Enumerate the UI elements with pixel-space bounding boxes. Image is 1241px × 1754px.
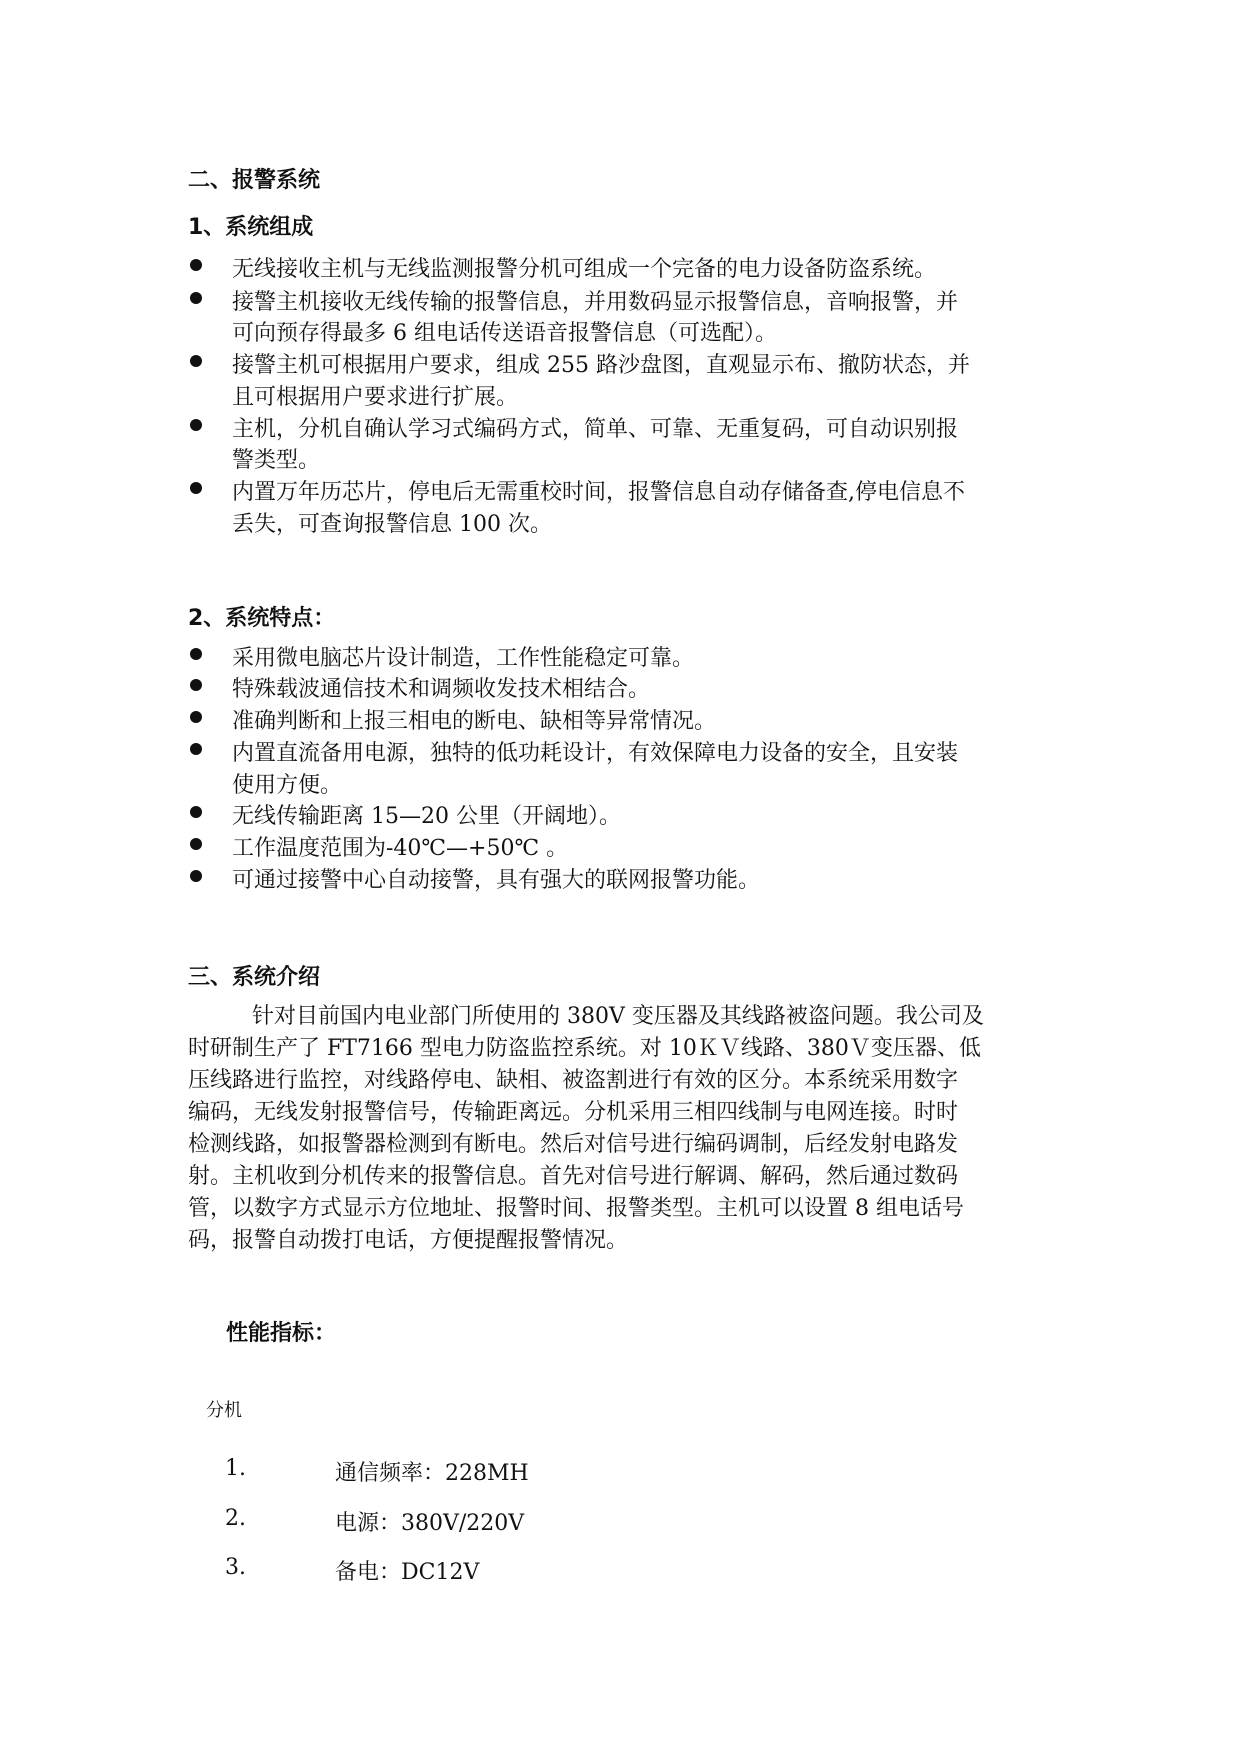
list-item-continuation: 丢失，可查询报警信息 100 次。 — [232, 512, 552, 537]
spec-text: 通信频率：228MH — [335, 1461, 529, 1486]
bullet-icon — [190, 806, 202, 818]
list-item: 无线接收主机与无线监测报警分机可组成一个完备的电力设备防盗系统。 — [232, 257, 937, 282]
list-item: 准确判断和上报三相电的断电、缺相等异常情况。 — [232, 709, 717, 734]
bullet-icon — [190, 419, 202, 431]
section-title-system-intro: 三、系统介绍 — [188, 965, 321, 990]
list-item: 工作温度范围为-40℃—+50℃ 。 — [232, 836, 569, 861]
list-item-continuation: 且可根据用户要求进行扩展。 — [232, 385, 519, 410]
sub-unit-label: 分机 — [206, 1400, 242, 1421]
list-item: 采用微电脑芯片设计制造，工作性能稳定可靠。 — [232, 646, 695, 671]
spec-number: 2. — [225, 1506, 246, 1531]
bullet-icon — [190, 482, 202, 494]
list-item: 主机，分机自确认学习式编码方式，简单、可靠、无重复码，可自动识别报 — [232, 417, 959, 442]
list-item: 可通过接警中心自动接警，具有强大的联网报警功能。 — [232, 868, 761, 893]
bullet-icon — [190, 711, 202, 723]
subsection-title-composition: 1、系统组成 — [188, 215, 314, 240]
list-item: 接警主机接收无线传输的报警信息，并用数码显示报警信息，音响报警，并 — [232, 290, 959, 315]
paragraph-line: 码，报警自动拨打电话，方便提醒报警情况。 — [188, 1228, 629, 1253]
paragraph-line: 管，以数字方式显示方位地址、报警时间、报警类型。主机可以设置 8 组电话号 — [188, 1196, 964, 1221]
list-item: 内置直流备用电源，独特的低功耗设计，有效保障电力设备的安全，且安装 — [232, 741, 959, 766]
bullet-icon — [190, 743, 202, 755]
spec-number: 3. — [225, 1555, 246, 1580]
list-item: 内置万年历芯片，停电后无需重校时间，报警信息自动存储备查,停电信息不 — [232, 480, 965, 505]
paragraph-line: 压线路进行监控，对线路停电、缺相、被盗割进行有效的区分。本系统采用数字 — [188, 1068, 959, 1093]
paragraph-line: 时研制生产了 FT7166 型电力防盗监控系统。对 10ＫＶ线路、380Ｖ变压器、低 — [188, 1036, 981, 1061]
bullet-icon — [190, 259, 202, 271]
subsection-title-features: 2、系统特点： — [188, 606, 336, 631]
list-item: 无线传输距离 15—20 公里（开阔地）。 — [232, 804, 621, 829]
paragraph-line: 检测线路，如报警器检测到有断电。然后对信号进行编码调制，后经发射电路发 — [188, 1132, 959, 1157]
bullet-icon — [190, 679, 202, 691]
list-item-continuation: 使用方便。 — [232, 773, 343, 798]
list-item: 特殊载波通信技术和调频收发技术相结合。 — [232, 677, 651, 702]
paragraph-line: 编码，无线发射报警信号，传输距离远。分机采用三相四线制与电网连接。时时 — [188, 1100, 959, 1125]
section-title-alarm-system: 二、报警系统 — [188, 168, 321, 193]
spec-number: 1. — [225, 1456, 246, 1481]
paragraph-line: 射。主机收到分机传来的报警信息。首先对信号进行解调、解码，然后通过数码 — [188, 1164, 959, 1189]
paragraph-line: 针对目前国内电业部门所使用的 380V 变压器及其线路被盗问题。我公司及 — [252, 1004, 984, 1029]
spec-text: 电源：380V/220V — [335, 1511, 525, 1536]
bullet-icon — [190, 838, 202, 850]
performance-title: 性能指标： — [226, 1321, 337, 1346]
list-item-continuation: 警类型。 — [232, 448, 321, 473]
bullet-icon — [190, 648, 202, 660]
spec-text: 备电：DC12V — [335, 1560, 480, 1585]
list-item-continuation: 可向预存得最多 6 组电话传送语音报警信息（可选配）。 — [232, 321, 777, 346]
bullet-icon — [190, 355, 202, 367]
bullet-icon — [190, 870, 202, 882]
list-item: 接警主机可根据用户要求，组成 255 路沙盘图，直观显示布、撤防状态，并 — [232, 353, 970, 378]
bullet-icon — [190, 292, 202, 304]
